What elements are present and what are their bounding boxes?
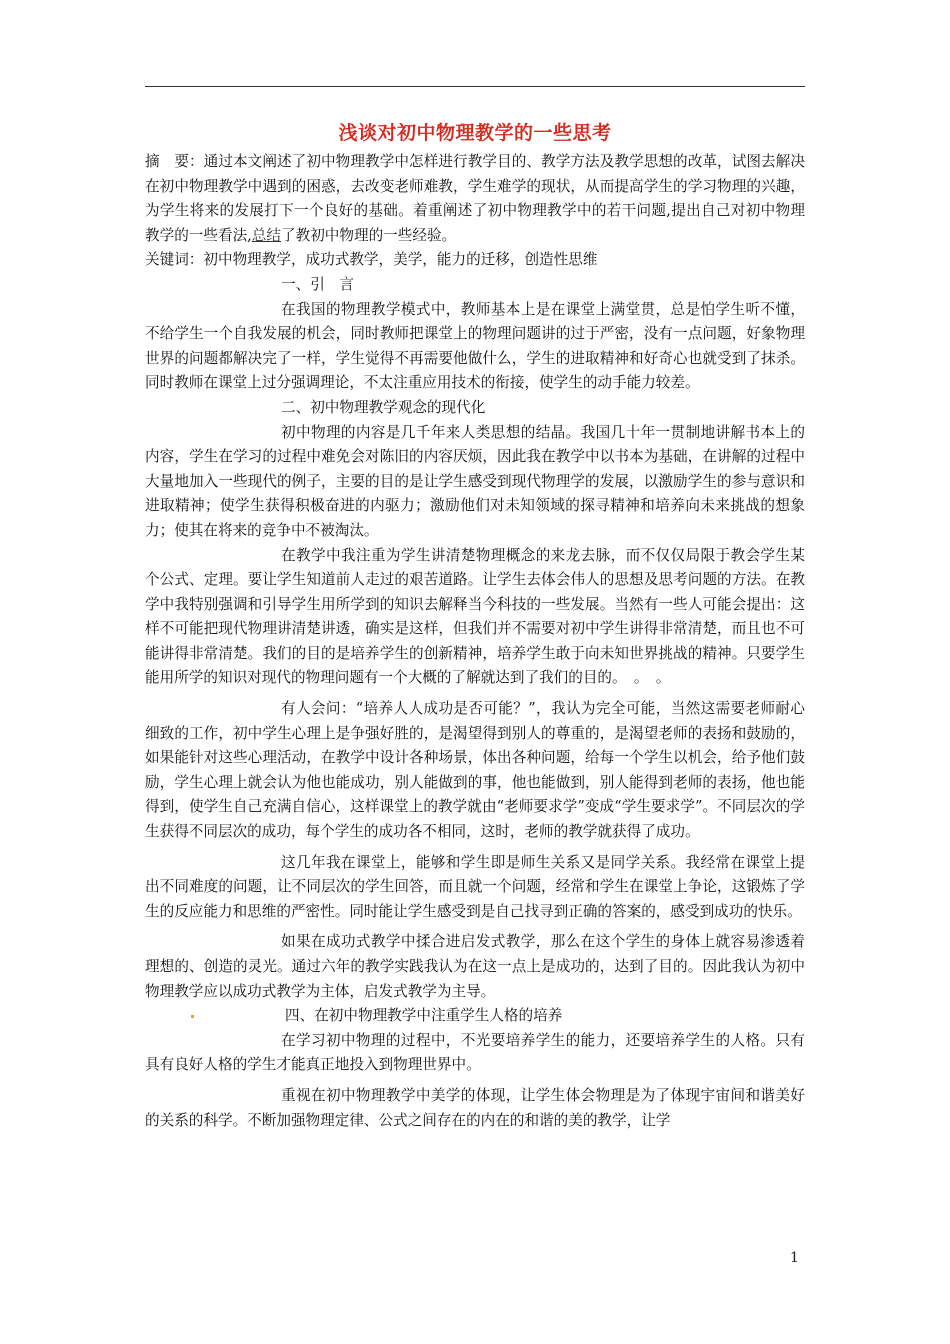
paragraph: 有人会问：“培养人人成功是否可能？”，我认为完全可能，当然这需要老师耐心细致的工作，初中学生心理上是争强好胜的，是渴望得到别人的尊重的，是渴望老师的表扬和鼓励的，如果能针对这些心理活动，在教学中设计各种场景，体出各种问题，给每一个学生以机会，给予他们鼓励，学生心理上就会认为他也能成功，别人能做到的事，他也能做到，别人能得到老师的表扬，他也能得到，使学生自己充满自信心，这样课堂上的教学就由“老师要求学”变成“学生要求学”。不同层次的学生获得不同层次的成功，每个学生的成功各不相同，这时，老师的教学就获得了成功。 (145, 700, 805, 841)
paragraph: 在学习初中物理的过程中，不光要培养学生的能力，还要培养学生的人格。只有具有良好人格的学生才能真正地投入到物理世界中。 (145, 1031, 805, 1074)
abstract (145, 150, 805, 248)
document-body (145, 118, 805, 1133)
summary-link[interactable]: 总结 (251, 226, 281, 244)
paragraph: 在教学中我注重为学生讲清楚物理概念的来龙去脉，而不仅仅局限于教会学生某个公式、定理。要让学生知道前人走过的艰苦道路。让学生去体会伟人的思想及思考问题的方法。在教学中我特别强调和引导学生用所学到的知识去解释当今科技的一些发展。当然有一些人可能会提出：这样不可能把现代物理讲清楚讲透，确实是这样，但我们并不需要对初中学生讲得非常清楚，而且也不可能讲得非常清楚。我们的目的是培养学生的创新精神，培养学生敢于向未知世界挑战的精神。只要学生能用所学的知识对现代的物理问题有一个大概的了解就达到了我们的目的。 。 。 (145, 546, 805, 687)
paragraph: 重视在初中物理教学中美学的体现，让学生体会物理是为了体现宇宙间和谐美好的关系的科学。不断加强物理定律、公式之间存在的内在的和谐的美的教学，让学 (145, 1086, 805, 1129)
section-heading-4 (145, 1004, 805, 1029)
header-rule (145, 86, 805, 87)
abstract-text: 摘 要：通过本文阐述了初中物理教学中怎样进行教学目的、教学方法及教学思想的改革，试图去解决在初中物理教学中遇到的困惑，去改变老师难教，学生难学的现状，从而提高学生的学习物理的兴趣，为学生将来的发展打下一个良好的基础。着重阐述了初中物理教学中的若干问题,提出自己对初中物理教学的一些看法, (145, 153, 805, 244)
section-heading-4-text: 四、在初中物理教学中注重学生人格的培养 (285, 1007, 563, 1025)
abstract-text-end: 了教初中物理的一些经验。 (281, 226, 457, 244)
paragraph: 如果在成功式教学中揉合进启发式教学，那么在这个学生的身体上就容易渗透着理想的、创造的灵光。通过六年的教学实践我认为在这一点上是成功的，达到了目的。因此我认为初中物理教学应以成功式教学为主体，启发式教学为主导。 (145, 933, 805, 1000)
paragraph: 这几年我在课堂上，能够和学生即是师生关系又是同学关系。我经常在课堂上提出不同难度的问题，让不同层次的学生回答，而且就一个问题，经常和学生在课堂上争论，这锻炼了学生的反应能力和思维的严密性。同时能让学生感受到是自己找寻到正确的答案的，感受到成功的快乐。 (145, 853, 805, 920)
paragraph: 在我国的物理教学模式中，教师基本上是在课堂上满堂贯，总是怕学生听不懂，不给学生一个自我发展的机会，同时教师把课堂上的物理问题讲的过于严密，没有一点问题，好象物理世界的问题都解决完了一样，学生觉得不再需要他做什么，学生的进取精神和好奇心也就受到了抹杀。同时教师在课堂上过分强调理论，不太注重应用技术的衔接，使学生的动手能力较差。 (145, 300, 805, 392)
section-heading-1: 一、引 言 (281, 275, 354, 293)
document-title: 浅谈对初中物理教学的一些思考 (338, 122, 612, 144)
section-heading-2: 二、初中物理教学观念的现代化 (281, 398, 486, 416)
keywords: 关键词：初中物理教学，成功式教学，美学，能力的迁移，创造性思维 (145, 251, 598, 269)
page-number: 1 (790, 1250, 799, 1266)
marker-dot (191, 1015, 194, 1018)
paragraph: 初中物理的内容是几千年来人类思想的结晶。我国几十年一贯制地讲解书本上的内容，学生在学习的过程中难免会对陈旧的内容厌烦，因此我在教学中以书本为基础，在讲解的过程中大量地加入一些现代的例子，主要的目的是让学生感受到现代物理学的发展，以激励学生的参与意识和进取精神；使学生获得积极奋进的内驱力；激励他们对未知领域的探寻精神和培养向未来挑战的想象力；使其在将来的竞争中不被淘汰。 (145, 423, 805, 539)
